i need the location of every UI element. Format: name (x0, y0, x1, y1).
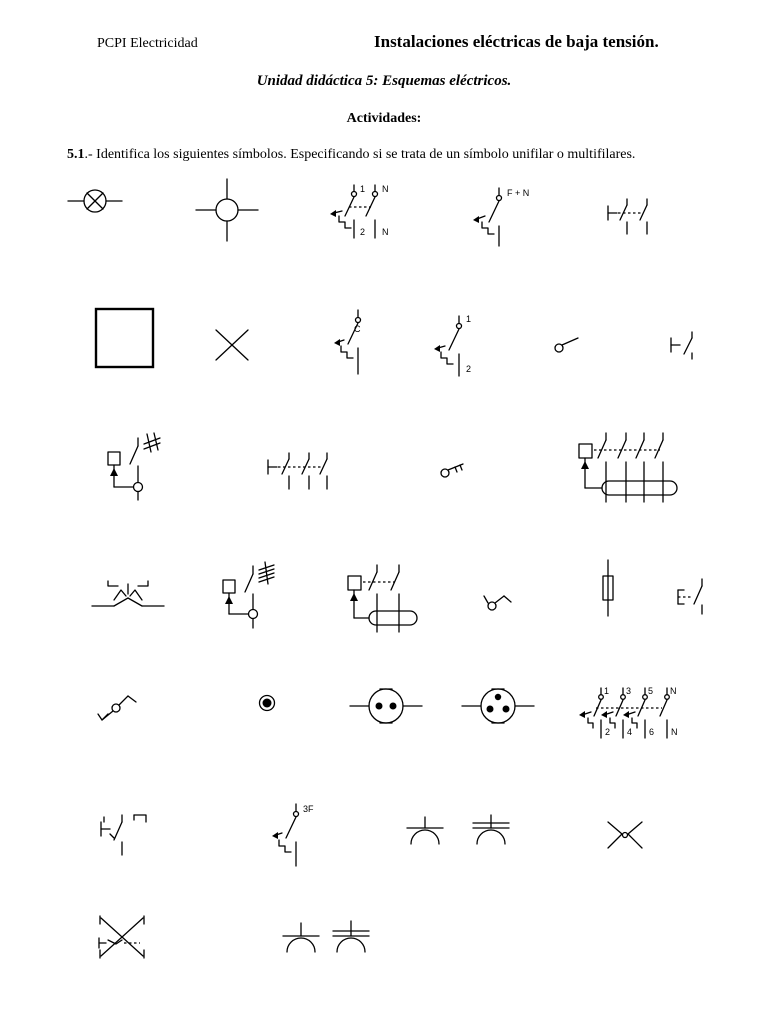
square-box-symbol (94, 307, 156, 371)
socket-2pole-symbol (348, 682, 424, 730)
crossover-switch-symbol (96, 912, 152, 962)
socket-earth-symbol (460, 682, 536, 730)
bipolar-switch-symbol (605, 192, 660, 238)
breaker-label-3f: 3F (303, 804, 314, 814)
opposed-contact-symbol (88, 576, 168, 616)
switch-contact-symbol (550, 334, 585, 358)
pole-label-1: 1 (604, 686, 610, 696)
breaker-label-2: 2 (466, 364, 472, 374)
socket-earthed-symbol (470, 812, 512, 846)
pole-label-n: N (670, 686, 677, 696)
socket-symbol (404, 814, 446, 846)
signal-lamp-symbol (256, 692, 278, 714)
crossover-symbol (604, 818, 646, 852)
breaker-label-fn: F + N (507, 188, 530, 198)
breaker-pole-label-n-bottom: N (382, 227, 389, 237)
fuse-symbol (596, 558, 620, 618)
junction-box-symbol (195, 178, 259, 242)
differential-switch-symbol (104, 432, 168, 502)
socket-plain-symbol (280, 920, 322, 954)
lamp-symbol (66, 180, 126, 220)
header-title: Instalaciones eléctricas de baja tensión. (374, 32, 659, 51)
commutator-contact-symbol (94, 690, 140, 726)
fn-breaker-symbol (465, 184, 540, 254)
bipolar-breaker-symbol (325, 180, 400, 245)
differential-switch-2-symbol (219, 560, 283, 630)
key-switch-symbol (437, 460, 471, 482)
three-phase-breaker-symbol (266, 800, 326, 870)
section-title: Actividades: (346, 111, 422, 126)
breaker-pole-label-2: 2 (360, 227, 366, 237)
pole-label-2: 2 (605, 727, 611, 737)
breaker-label-1: 1 (466, 314, 472, 324)
switch-with-contacts-symbol (98, 812, 154, 858)
breaker-label-c: C (354, 324, 361, 334)
question-number: 5.1 (67, 147, 85, 162)
pole-label-5: 5 (648, 686, 654, 696)
header-course: PCPI Electricidad (97, 36, 198, 51)
pole-label-3: 3 (626, 686, 632, 696)
question-5-1 (67, 147, 635, 163)
pole-label-n-bottom: N (671, 727, 678, 737)
pushbutton-symbol (674, 576, 712, 616)
socket-earthed-2-symbol (330, 918, 372, 954)
cross-symbol (212, 326, 254, 366)
tripolar-switch-symbol (265, 450, 335, 492)
unit-title: Unidad didáctica 5: Esquemas eléctricos. (256, 73, 512, 89)
question-text: .- Identifica los siguientes símbolos. Especificando si se trata de un símbolo unifilar o multifilares. (84, 147, 636, 162)
pole-label-6: 6 (649, 727, 655, 737)
pole-label-4: 4 (627, 727, 633, 737)
four-pole-breaker-symbol (576, 682, 688, 744)
unipolar-breaker-symbol (428, 310, 483, 380)
unipolar-switch-symbol (668, 328, 704, 362)
breaker-pole-label-1: 1 (360, 184, 366, 194)
bipolar-differential-symbol (343, 562, 423, 632)
pilot-switch-symbol (480, 588, 516, 618)
c-breaker-symbol (332, 306, 382, 378)
four-pole-differential-symbol (574, 430, 684, 502)
breaker-pole-label-n: N (382, 184, 389, 194)
